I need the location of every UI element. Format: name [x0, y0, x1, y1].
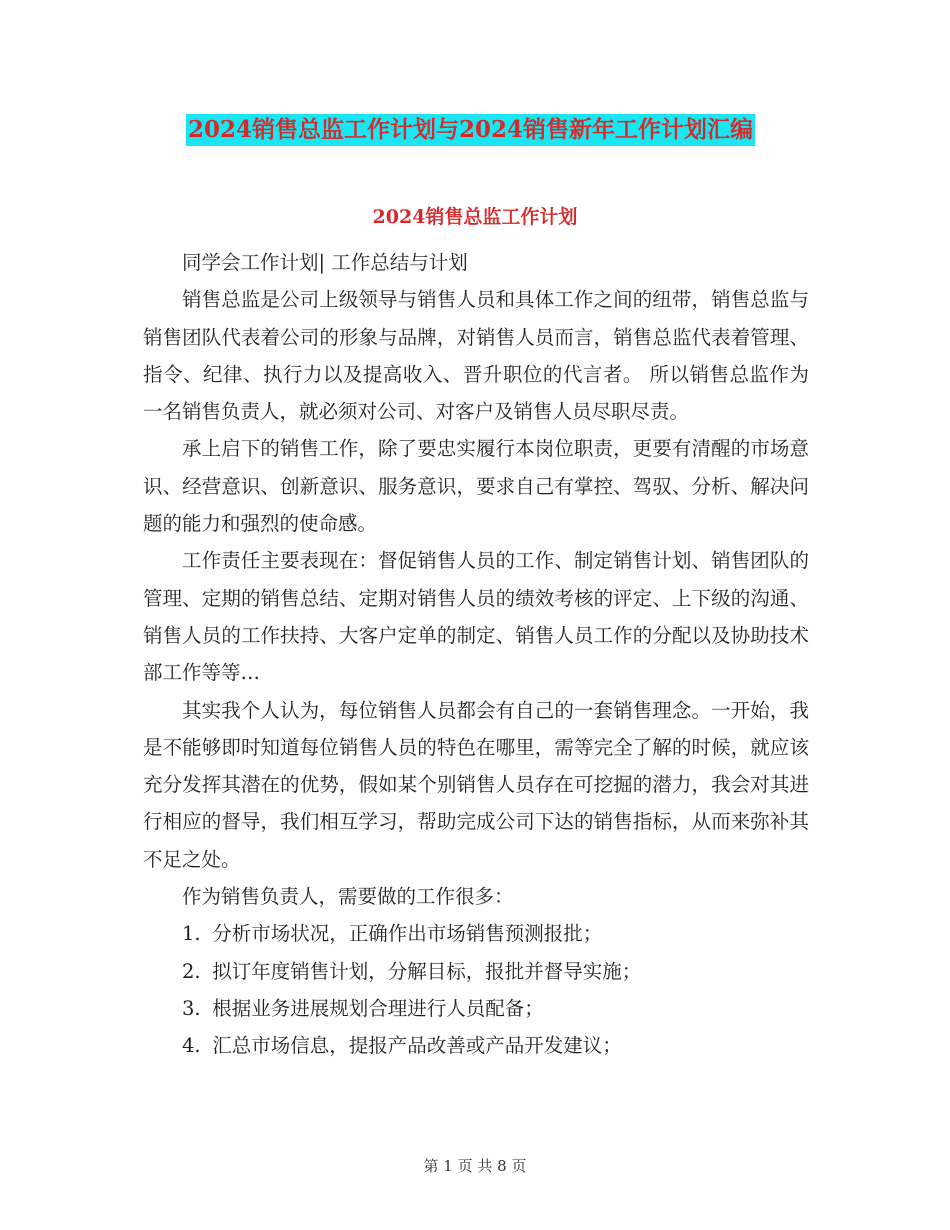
paragraph: 作为销售负责人，需要做的工作很多： [182, 885, 514, 909]
paragraph-related-links: 同学会工作计划| 工作总结与计划 [182, 251, 468, 274]
list-item-text: 根据业务进展规划合理进行人员配备； [212, 996, 544, 1020]
list-item-number: 3. [182, 996, 201, 1020]
paragraph: 其实我个人认为，每位销售人员都会有自己的一套销售理念。一开始，我是不能够即时知道每位销售人员的特色在哪里，需等完全了解的时候，就应该充分发挥其潜在的优势，假如某个别销售人员存在可挖掘的潜力，我会对其进行相应的督导，我们相互学习，帮助完成公司下达的销售指标，从而来弥补其不足之处。 [143, 698, 809, 871]
list-item-text: 汇总市场信息，提报产品改善或产品开发建议； [212, 1034, 622, 1058]
page-number-footer: 第 1 页 共 8 页 [423, 1157, 527, 1175]
list-item-number: 4. [182, 1034, 201, 1058]
list-item-text: 拟订年度销售计划，分解目标，报批并督导实施； [212, 959, 642, 983]
document-title: 2024销售总监工作计划与2024销售新年工作计划汇编 [186, 114, 755, 146]
list-item [143, 953, 809, 990]
document-body [143, 244, 809, 1065]
paragraph: 承上启下的销售工作，除了要忠实履行本岗位职责，更要有清醒的市场意识、经营意识、创新意识、服务意识，要求自己有掌控、驾驭、分析、解决问题的能力和强烈的使命感。 [143, 437, 809, 536]
list-item [143, 915, 809, 952]
paragraph: 销售总监是公司上级领导与销售人员和具体工作之间的纽带，销售总监与销售团队代表着公司的形象与品牌，对销售人员而言，销售总监代表着管理、指令、纪律、执行力以及提高收入、晋升职位的代言者。 所以销售总监作为一名销售负责人，就必须对公司、对客户及销售人员尽职尽责。 [143, 288, 809, 424]
list-item-text: 分析市场状况，正确作出市场销售预测报批； [212, 922, 603, 946]
paragraph: 工作责任主要表现在：督促销售人员的工作、制定销售计划、销售团队的管理、定期的销售总结、定期对销售人员的绩效考核的评定、上下级的沟通、销售人员的工作扶持、大客户定单的制定、销售人员工作的分配以及协助技术部工作等等… [143, 549, 809, 685]
list-item-number: 2. [182, 959, 201, 983]
section-title: 2024销售总监工作计划 [372, 206, 578, 228]
list-item [143, 1027, 809, 1064]
list-item-number: 1. [182, 922, 201, 946]
list-item [143, 990, 809, 1027]
